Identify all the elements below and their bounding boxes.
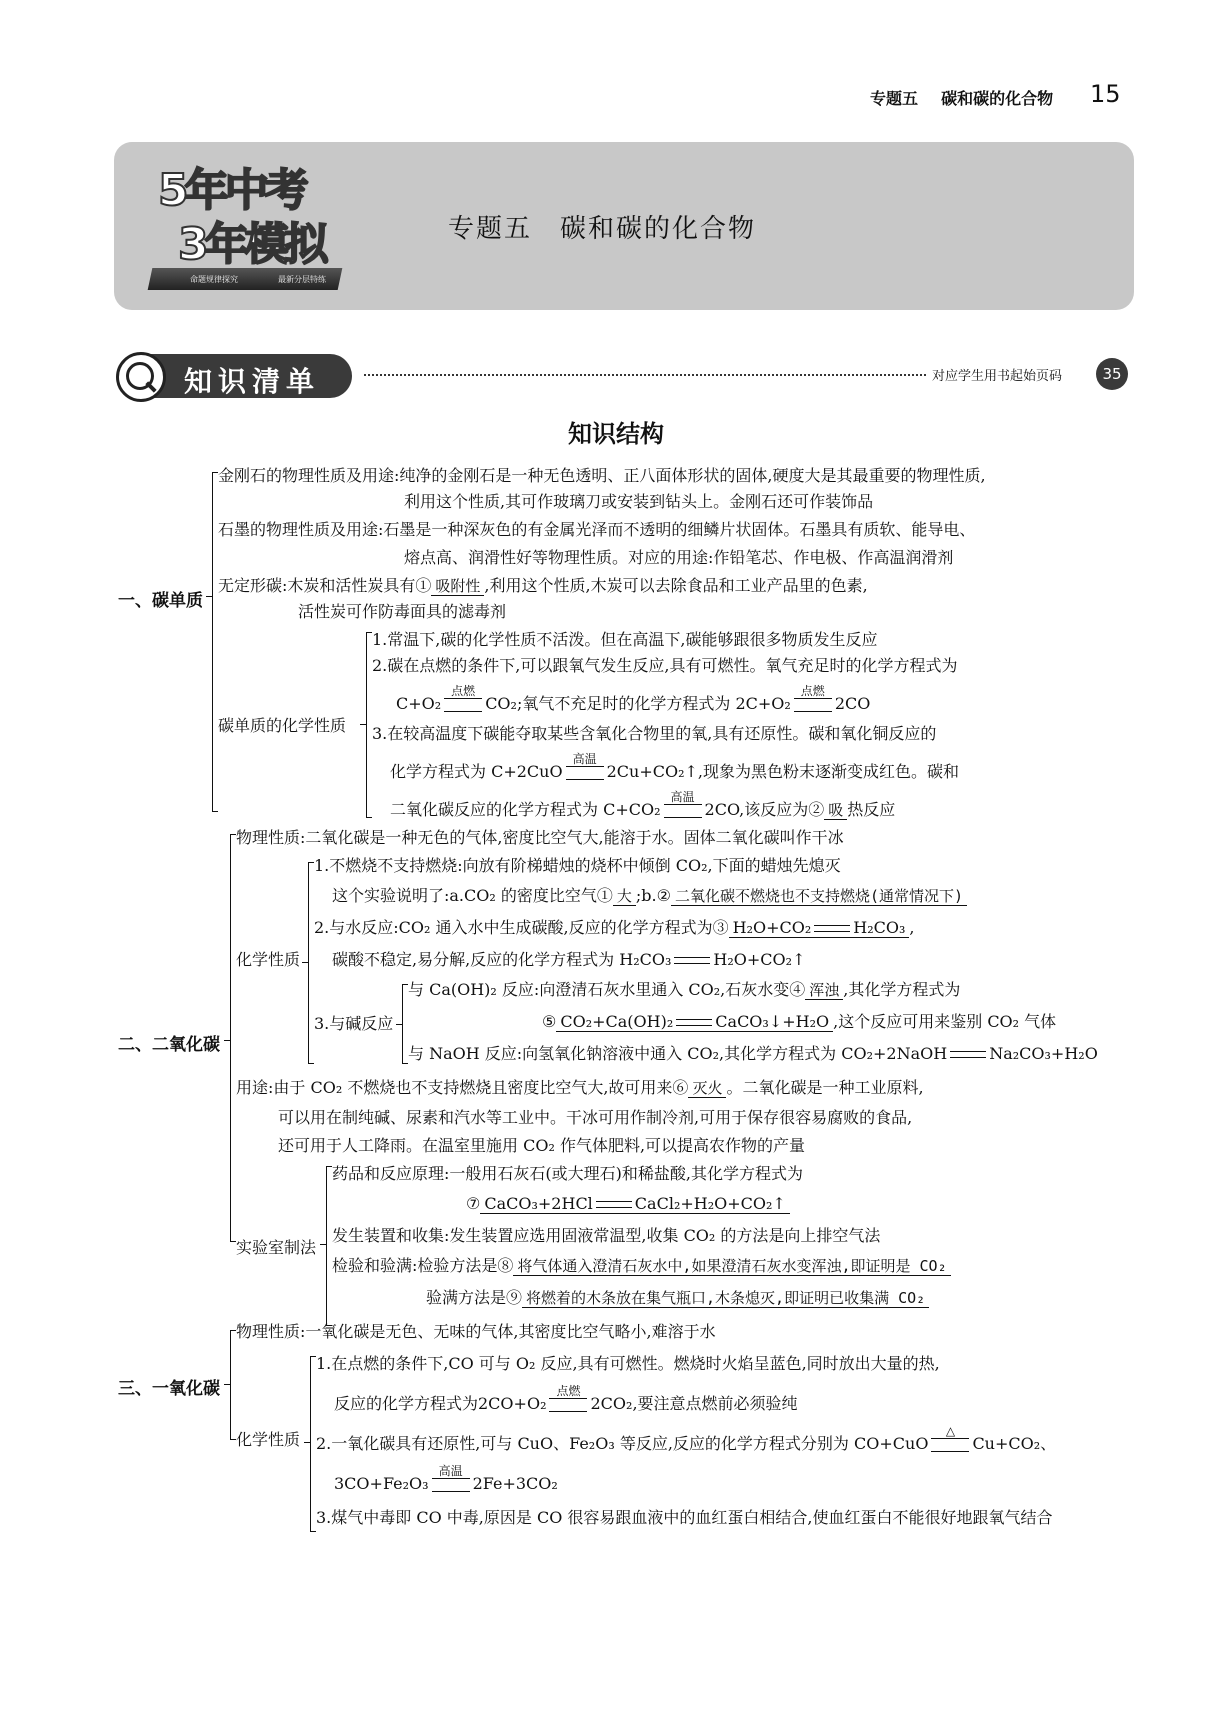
s1-line2: 利用这个性质,其可作玻璃刀或安装到钻头上。金刚石还可作装饰品 — [404, 492, 874, 511]
s2-alkali-brace — [402, 984, 403, 1064]
s2-chem-4-a: 碳酸不稳定,易分解,反应的化学方程式为 H₂CO₃ — [332, 950, 672, 969]
s2-chem-3-a: 2.与水反应:CO₂ 通入水中生成碳酸,反应的化学方程式为③ — [314, 918, 729, 937]
answer-2-blank: 二氧化碳不燃烧也不支持燃烧(通常情况下) — [671, 887, 967, 906]
eq-bar — [674, 957, 710, 964]
s1-chem-5 — [390, 751, 959, 782]
header-topic-name: 碳和碳的化合物 — [941, 89, 1054, 108]
s2-lab-2: ⑦ CaCO₃+2HCl CaCl₂+H₂O+CO₂↑ — [466, 1194, 790, 1214]
eq-c-co2-left: 二氧化碳反应的化学方程式为 C+CO₂ — [390, 800, 661, 819]
s1-chem-label: 碳单质的化学性质 — [218, 716, 347, 735]
s1-chem-3 — [396, 683, 871, 714]
s2-label: 二、二氧化碳 — [118, 1035, 220, 1055]
s2-alkali-1-b: ,其化学方程式为 — [843, 980, 961, 999]
s2-chem-2-b: ;b.② — [635, 886, 671, 905]
answer-2-blank: 吸 — [824, 801, 847, 820]
s1-line3: 石墨的物理性质及用途:石墨是一种深灰色的有金属光泽而不透明的细鳞片状固体。石墨具有质软、能导电、 — [218, 520, 976, 539]
section-ref-text: 对应学生用书起始页码 — [932, 369, 1063, 384]
cond-hightemp-2: 高温 — [664, 804, 702, 818]
eq-c-cuo-left: 化学方程式为 C+2CuO — [390, 762, 563, 781]
s2-chem-2-a: 这个实验说明了:a.CO₂ 的密度比空气① — [332, 886, 613, 905]
running-header — [870, 86, 1053, 109]
s3-chem-5: 3.煤气中毒即 CO 中毒,原因是 CO 很容易跟血液中的血红蛋白相结合,使血红蛋白不能很好地跟氧气结合 — [316, 1508, 1053, 1527]
s3-chem-label: 化学性质 — [236, 1430, 301, 1449]
s1-chem-brace — [366, 632, 367, 818]
s2-alkali-3 — [408, 1044, 1098, 1064]
s2-lab-1: 药品和反应原理:一般用石灰石(或大理石)和稀盐酸,其化学方程式为 — [332, 1164, 803, 1183]
s3-chem-brace — [310, 1356, 311, 1532]
cond-hightemp-1: 高温 — [566, 766, 604, 780]
s3-label: 三、一氧化碳 — [118, 1379, 220, 1399]
eq-bar — [950, 1051, 986, 1058]
s2-alkali-2-b: ,这个反应可用来鉴别 CO₂ 气体 — [833, 1012, 1057, 1031]
s3-chem-2: 反应的化学方程式为2CO+O₂ 点燃 2CO₂,要注意点燃前必须验纯 — [334, 1383, 798, 1413]
s1-chem-6 — [390, 789, 896, 820]
s1-chem-1: 1.常温下,碳的化学性质不活泼。但在高温下,碳能够跟很多物质发生反应 — [372, 630, 878, 649]
answer-6-blank: 灭火 — [688, 1079, 726, 1098]
answer-3-blank: H₂O+CO₂ H₂CO₃ — [729, 919, 910, 938]
s2-chem-label: 化学性质 — [236, 950, 301, 969]
s2-alkali-3-b: Na₂CO₃+H₂O — [989, 1044, 1098, 1063]
s2-lab-4: 检验和验满:检验方法是⑧ 将气体通入澄清石灰水中,如果澄清石灰水变浑浊,即证明是 CO₂ — [332, 1256, 951, 1276]
logo-tag2: 最新分层特练 — [278, 275, 326, 284]
eq-c-o2-right: CO₂;氧气不充足时的化学方程式为 2C+O₂ — [485, 694, 791, 713]
cond-ignite-3: 点燃 — [549, 1398, 587, 1412]
structure-title: 知识结构 — [568, 420, 664, 448]
s3-chem-1: 1.在点燃的条件下,CO 可与 O₂ 反应,具有可燃性。燃烧时火焰呈蓝色,同时放出大量的热, — [316, 1354, 940, 1373]
s1-line5-b: ,利用这个性质,木炭可以去除食品和工业产品里的色素, — [484, 576, 868, 595]
s2-lab-5: 验满方法是⑨ 将燃着的木条放在集气瓶口,木条熄灭,即证明已收集满 CO₂ — [426, 1288, 929, 1308]
s3-chem-4: 3CO+Fe₂O₃ 高温 2Fe+3CO₂ — [334, 1463, 558, 1493]
logo-line2: 3年模拟 — [178, 219, 325, 270]
page-number: 15 — [1090, 80, 1121, 108]
s2-phys: 物理性质:二氧化碳是一种无色的气体,密度比空气大,能溶于水。固体二氧化碳叫作干冰 — [236, 828, 844, 847]
s2-alkali-1-a: 与 Ca(OH)₂ 反应:向澄清石灰水里通入 CO₂,石灰水变④ — [408, 980, 806, 999]
cond-ignite-1: 点燃 — [444, 698, 482, 712]
answer-7-blank: CaCO₃+2HCl CaCl₂+H₂O+CO₂↑ — [480, 1195, 789, 1214]
eq-c-co2-tail: 热反应 — [847, 800, 896, 819]
s1-line5-a: 无定形碳:木炭和活性炭具有① — [218, 576, 432, 595]
cond-heat: △ — [931, 1438, 969, 1452]
s3-chem-3: 2.一氧化碳具有还原性,可与 CuO、Fe₂O₃ 等反应,反应的化学方程式分别为 CO+CuO △ Cu+CO₂、 — [316, 1423, 1057, 1453]
s1-line1: 金刚石的物理性质及用途:纯净的金刚石是一种无色透明、正八面体形状的固体,硬度大是其最重要的物理性质, — [218, 466, 986, 485]
dotted-leader — [364, 374, 926, 376]
s2-chem-3: 2.与水反应:CO₂ 通入水中生成碳酸,反应的化学方程式为③ H₂O+CO₂ H₂CO₃ , — [314, 918, 915, 937]
answer-1-blank: 吸附性 — [431, 577, 484, 596]
s2-alkali-2: ⑤ CO₂+Ca(OH)₂ CaCO₃↓+H₂O ,这个反应可用来鉴别 CO₂ 气体 — [542, 1012, 1057, 1031]
s3-brace — [230, 1330, 231, 1440]
magnifier-icon — [116, 352, 166, 402]
s2-chem-2 — [332, 886, 967, 906]
s2-use-3: 还可用于人工降雨。在温室里施用 CO₂ 作气体肥料,可以提高农作物的产量 — [278, 1136, 806, 1155]
eq-c-o2-left: C+O₂ — [396, 694, 442, 713]
section-label-text: 知识清单 — [184, 365, 321, 398]
s2-chem-4 — [332, 950, 805, 970]
s1-line6: 活性炭可作防毒面具的滤毒剂 — [298, 602, 507, 621]
eq-2co: 2CO — [834, 694, 871, 713]
logo-tag1: 命题规律探究 — [190, 275, 238, 284]
s2-lab-brace — [326, 1166, 327, 1326]
s1-brace — [212, 472, 213, 812]
section-ref-page: 35 — [1096, 358, 1128, 390]
logo-line1: 5年中考 — [158, 165, 305, 216]
s2-chem-1: 1.不燃烧不支持燃烧:向放有阶梯蜡烛的烧杯中倾倒 CO₂,下面的蜡烛先熄灭 — [314, 856, 841, 875]
section-label — [116, 354, 356, 398]
logo — [142, 152, 342, 292]
s3-phys: 物理性质:一氧化碳是无色、无味的气体,其密度比空气略小,难溶于水 — [236, 1322, 716, 1341]
s2-alkali-label: 3.与碱反应 — [314, 1014, 394, 1033]
cond-hightemp-3: 高温 — [432, 1478, 470, 1492]
answer-5-blank: CO₂+Ca(OH)₂ CaCO₃↓+H₂O — [556, 1013, 833, 1032]
s2-lab-3: 发生装置和收集:发生装置应选用固液常温型,收集 CO₂ 的方法是向上排空气法 — [332, 1226, 881, 1245]
cond-ignite-2: 点燃 — [794, 698, 832, 712]
answer-9-blank: 将燃着的木条放在集气瓶口,木条熄灭,即证明已收集满 CO₂ — [522, 1289, 929, 1308]
s2-chem-4-b: H₂O+CO₂↑ — [713, 950, 806, 969]
answer-1-blank: 大 — [613, 887, 636, 906]
s1-chem-4: 3.在较高温度下碳能夺取某些含氧化合物里的氧,具有还原性。碳和氧化铜反应的 — [372, 724, 937, 743]
s2-alkali-3-a: 与 NaOH 反应:向氢氧化钠溶液中通入 CO₂,其化学方程式为 CO₂+2NaOH — [408, 1044, 948, 1063]
s1-label: 一、碳单质 — [118, 591, 203, 611]
s2-brace — [230, 834, 231, 1242]
answer-4-blank: 浑浊 — [805, 981, 843, 1000]
s1-line5 — [218, 576, 868, 596]
s2-alkali-1 — [408, 980, 960, 1000]
s1-line4: 熔点高、润滑性好等物理性质。对应的用途:作铅笔芯、作电极、作高温润滑剂 — [404, 548, 954, 567]
banner-title: 专题五 碳和碳的化合物 — [448, 214, 757, 244]
s2-chem-brace — [308, 862, 309, 1064]
answer-8-blank: 将气体通入澄清石灰水中,如果澄清石灰水变浑浊,即证明是 CO₂ — [513, 1257, 950, 1276]
eq-c-cuo-right: 2Cu+CO₂↑,现象为黑色粉末逐渐变成红色。碳和 — [606, 762, 959, 781]
s2-use-1: 用途:由于 CO₂ 不燃烧也不支持燃烧且密度比空气大,故可用来⑥ 灭火 。二氧化碳是一种工业原料, — [236, 1078, 924, 1097]
s2-use-2: 可以用在制纯碱、尿素和汽水等工业中。干冰可用作制冷剂,可用于保存很容易腐败的食品, — [278, 1108, 913, 1127]
s1-chem-2: 2.碳在点燃的条件下,可以跟氧气发生反应,具有可燃性。氧气充足时的化学方程式为 — [372, 656, 958, 675]
header-topic: 专题五 — [870, 89, 919, 108]
s2-lab-label: 实验室制法 — [236, 1238, 317, 1257]
eq-c-co2-right: 2CO,该反应为② — [704, 800, 825, 819]
